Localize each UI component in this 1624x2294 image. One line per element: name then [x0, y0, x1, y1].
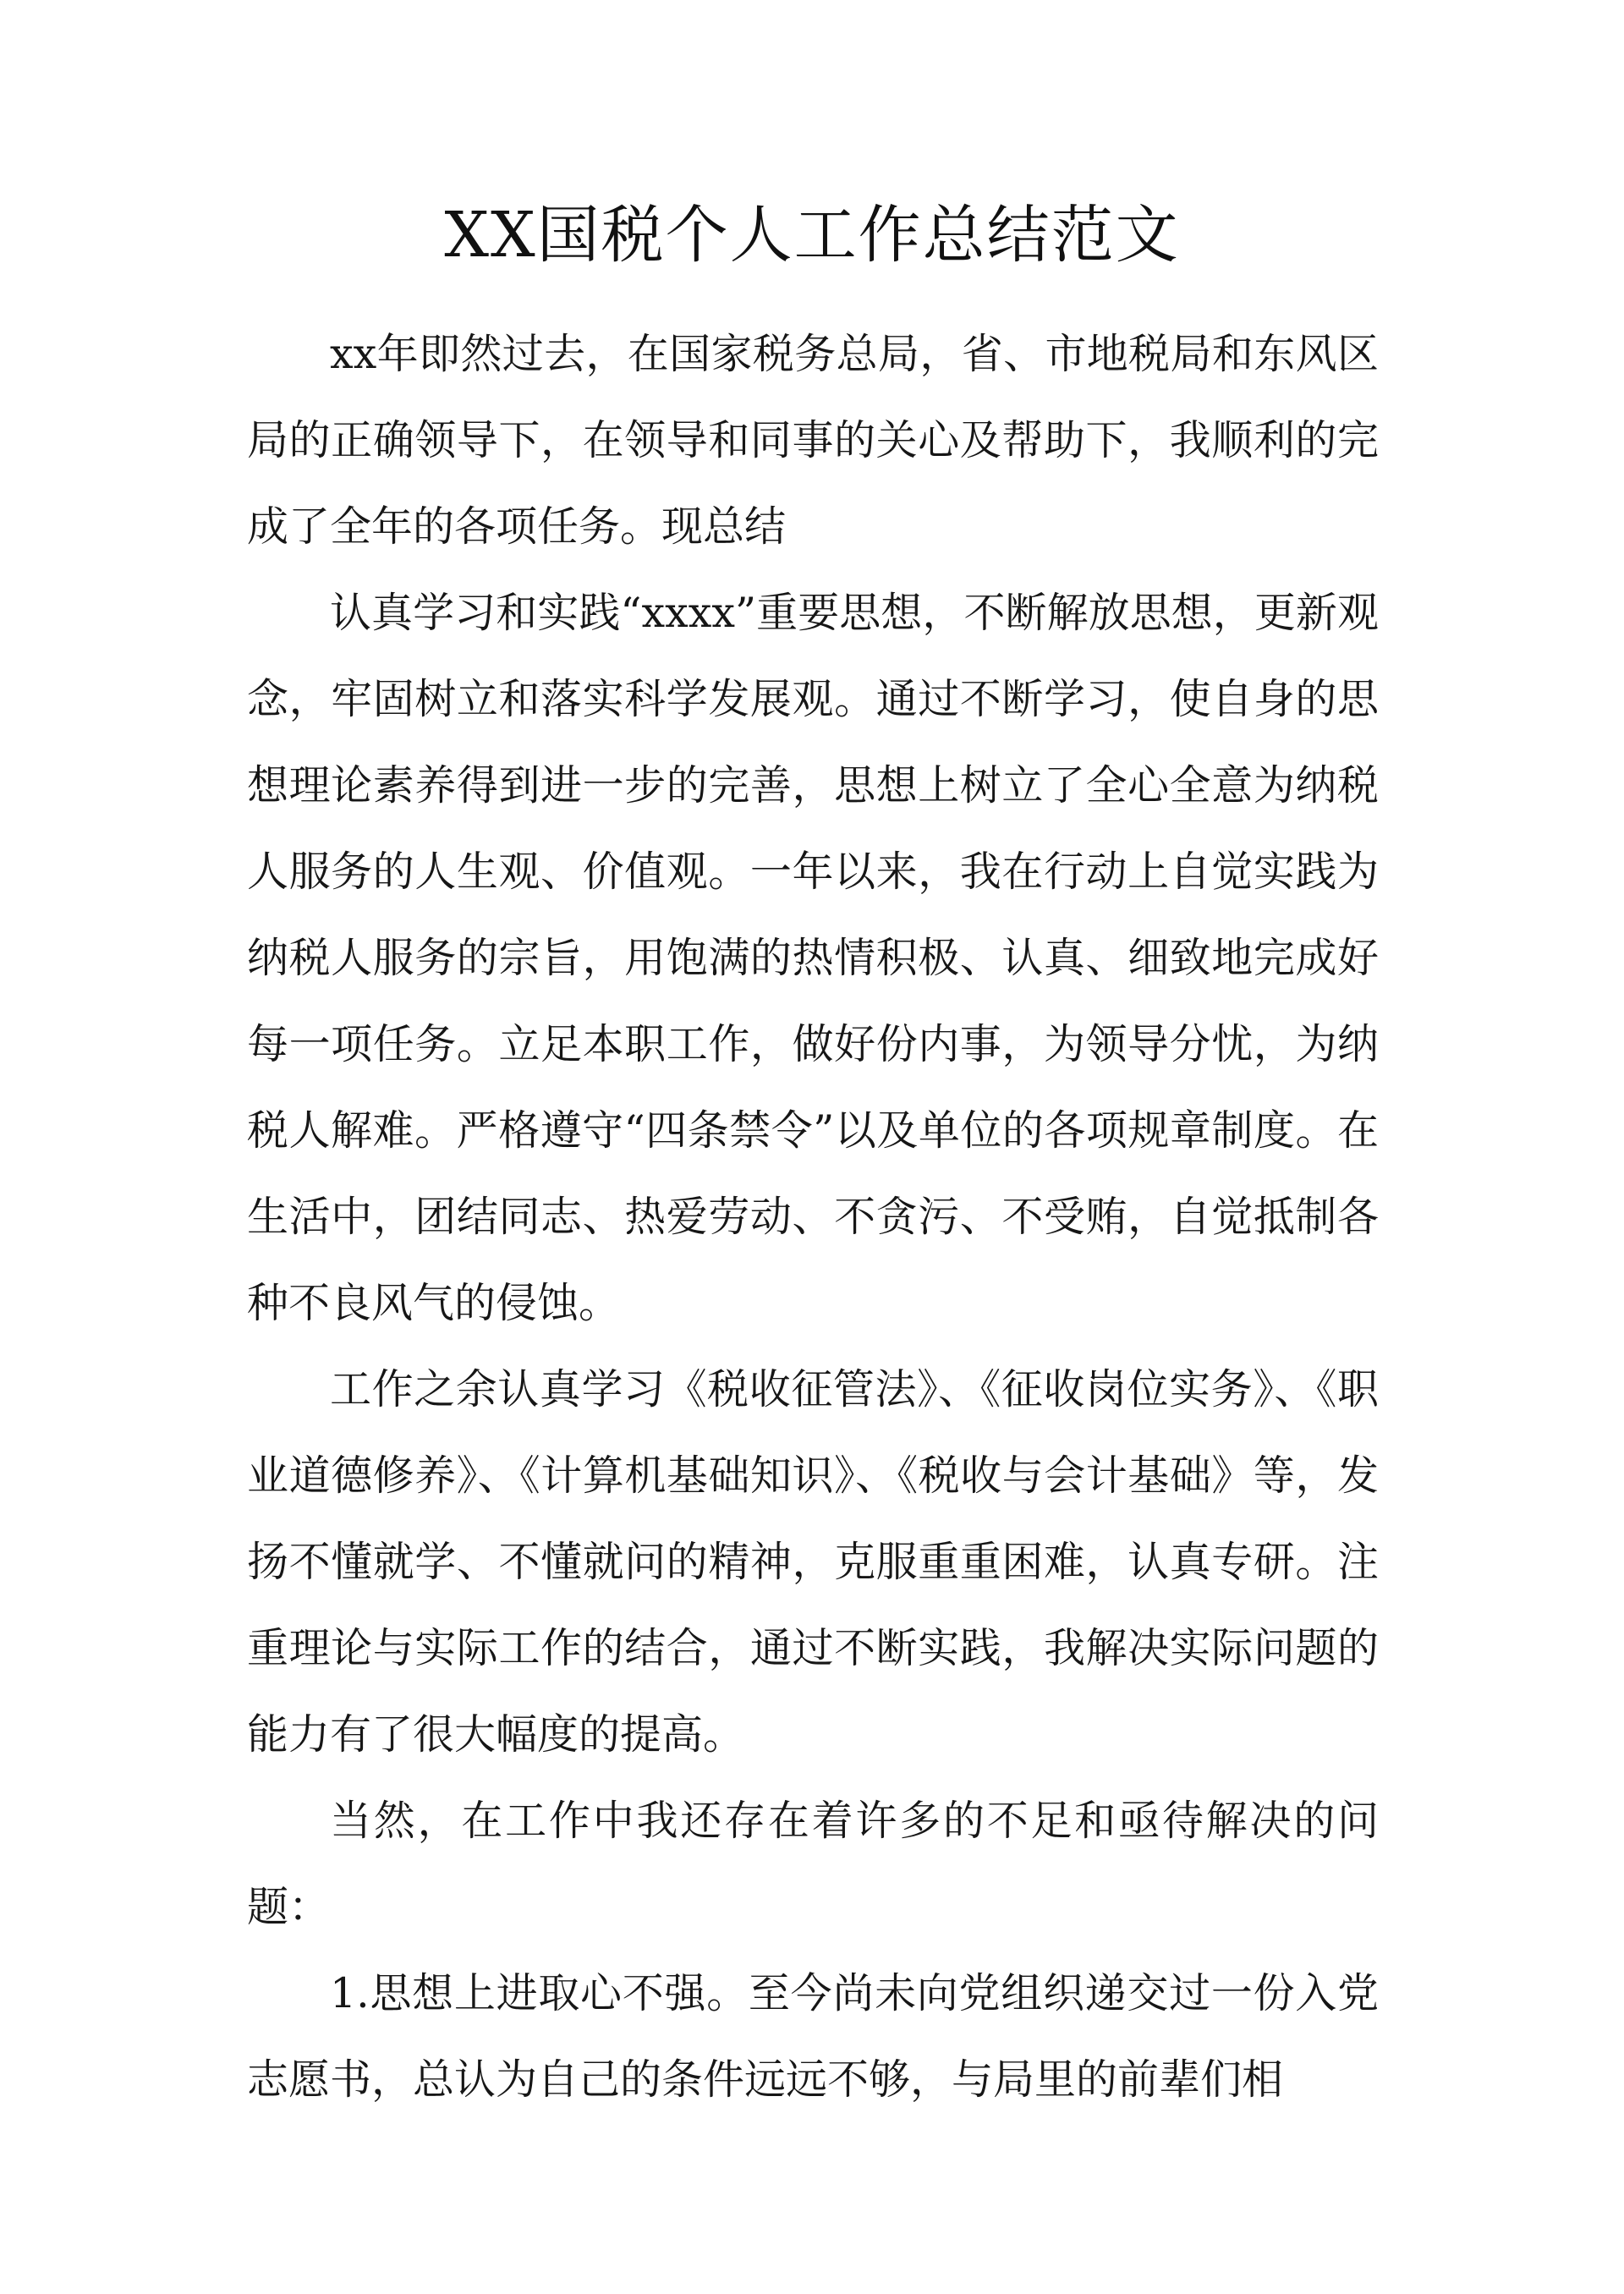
document-title: XX国税个人工作总结范文: [444, 199, 1180, 272]
paragraph-spare-time-study: 工作之余认真学习《税收征管法》、《征收岗位实务》、《职业道德修养》、《计算机基础知识》、《税收与会计基础》等，发扬不懂就学、不懂就问的精神，克服重重困难，认真专研。注重理论与实际工作的结合，通过不断实践，我解决实际问题的能力有了很大幅度的提高。: [247, 1365, 1379, 1759]
paragraph-intro: xx年即然过去，在国家税务总局，省、市地税局和东风区局的正确领导下，在领导和同事的关心及帮助下，我顺利的完成了全年的各项任务。现总结: [247, 330, 1379, 551]
paragraph-study-practice: 认真学习和实践“xxxx”重要思想，不断解放思想，更新观念，牢固树立和落实科学发展观。通过不断学习，使自身的思想理论素养得到进一步的完善，思想上树立了全心全意为纳税人服务的人生观、价值观。一年以来，我在行动上自觉实践为纳税人服务的宗旨，用饱满的热情积极、认真、细致地完成好每一项任务。立足本职工作，做好份内事，为领导分忧，为纳税人解难。严格遵守“四条禁令”以及单位的各项规章制度。在生活中，团结同志、热爱劳动、不贪污、不受贿，自觉抵制各种不良风气的侵蚀。: [247, 589, 1379, 1327]
paragraph-point-1: 1.思想上进取心不强。至今尚未向党组织递交过一份入党志愿书，总认为自己的条件远远不够，与局里的前辈们相: [247, 1969, 1379, 2104]
document-body: [247, 311, 1379, 2123]
paragraph-shortcomings: 当然，在工作中我还存在着许多的不足和亟待解决的问题：: [247, 1797, 1379, 1931]
